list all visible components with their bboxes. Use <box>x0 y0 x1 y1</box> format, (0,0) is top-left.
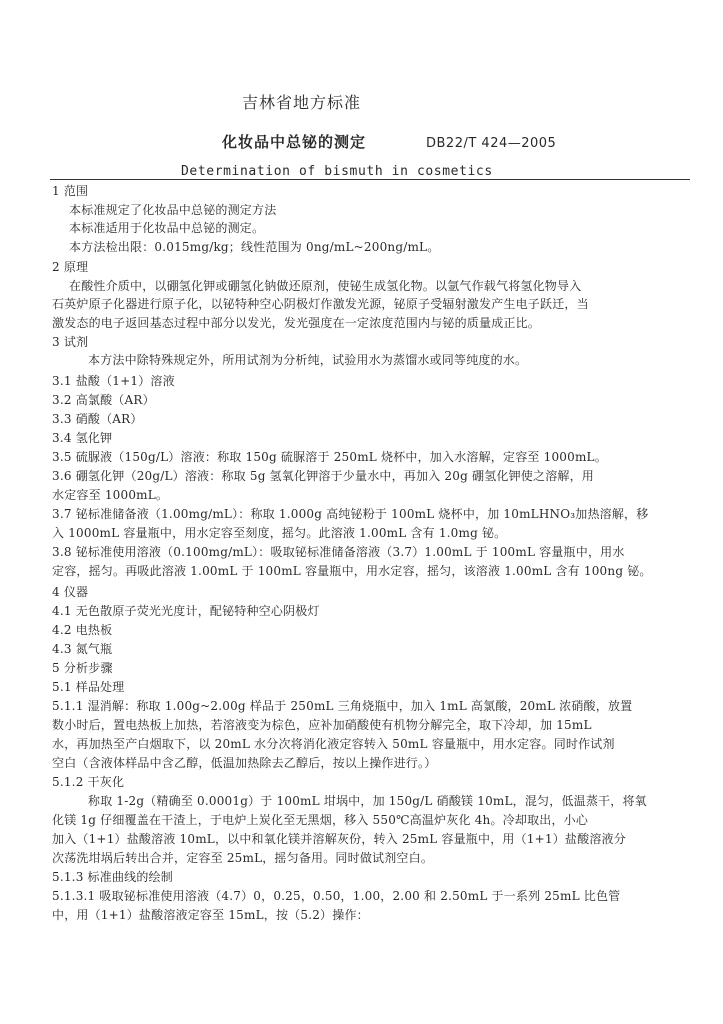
section-heading: 4 仪器 <box>52 585 89 599</box>
text-line: 称取 1-2g（精确至 0.0001g）于 100mL 坩埚中，加 150g/L 硝酸镁 10mL，混匀，低温蒸干，将氧 <box>88 794 647 808</box>
document-title: 化妆品中总铋的测定 <box>222 133 367 151</box>
text-line: 5.1.1 湿消解：称取 1.00g~2.00g 样品于 250mL 三角烧瓶中，加入 1mL 高氯酸，20mL 浓硝酸，放置 <box>52 699 633 713</box>
text-line: 化镁 1g 仔细覆盖在干渣上，于电炉上炭化至无黑烟，移入 550℃高温炉灰化 4h。冷却取出，小心 <box>52 813 589 827</box>
section-heading: 5 分析步骤 <box>52 661 113 675</box>
text-line: 5.1.2 干灰化 <box>52 775 125 789</box>
text-line: 水，再加热至产白烟取下，以 20mL 水分次将消化液定容转入 50mL 容量瓶中，用水定容。同时作试剂 <box>52 737 615 751</box>
text-line: 激发态的电子返回基态过程中部分以发光，发光强度在一定浓度范围内与铋的质量成正比。 <box>52 316 541 330</box>
english-title: Determination of bismuth in cosmetics <box>181 164 493 179</box>
text-line: 本方法检出限：0.015mg/kg；线性范围为 0ng/mL~200ng/mL。 <box>69 240 440 254</box>
text-line: 入 1000mL 容量瓶中，用水定容至刻度，摇匀。此溶液 1.00mL 含有 1.0mg 铋。 <box>52 526 507 540</box>
text-line: 3.3 硝酸（AR） <box>52 412 143 426</box>
section-heading: 2 原理 <box>52 260 89 274</box>
text-line: 4.1 无色散原子荧光光度计，配铋特种空心阴极灯 <box>52 604 320 618</box>
text-line: 石英炉原子化器进行原子化，以铋特种空心阴极灯作激发光源，铋原子受辐射激发产生电子跃迁，当 <box>52 297 589 311</box>
standard-code: DB22/T 424—2005 <box>426 136 557 151</box>
text-line: 中，用（1+1）盐酸溶液定容至 15mL，按（5.2）操作： <box>52 908 369 922</box>
text-line: 在酸性介质中，以硼氢化钾或硼氢化钠做还原剂，使铋生成氢化物。以氩气作载气将氢化物导入 <box>69 279 582 293</box>
text-line: 3.7 铋标准储备液（1.00mg/mL）：称取 1.000g 高纯铋粉于 100mL 烧杯中，加 10mLHNO₃加热溶解，移 <box>52 507 649 521</box>
text-line: 定容，摇匀。再吸此溶液 1.00mL 于 100mL 容量瓶中，用水定容，摇匀，该溶液 1.00mL 含有 100ng 铋。 <box>52 564 652 578</box>
text-line: 3.5 硫脲液（150g/L）溶液：称取 150g 硫脲溶于 250mL 烧杯中，加入水溶解，定容至 1000mL。 <box>52 450 607 464</box>
text-line: 水定容至 1000mL。 <box>52 488 169 502</box>
text-line: 3.8 铋标准使用溶液（0.100mg/mL）：吸取铋标准储备溶液（3.7）1.00mL 于 100mL 容量瓶中，用水 <box>52 545 625 559</box>
text-line: 4.3 氮气瓶 <box>52 642 113 656</box>
text-line: 5.1 样品处理 <box>52 680 125 694</box>
text-line: 本标准规定了化妆品中总铋的测定方法 <box>69 203 277 217</box>
text-line: 3.6 硼氢化钾（20g/L）溶液：称取 5g 氢氧化钾溶于少量水中，再加入 20g 硼氢化钾使之溶解，用 <box>52 469 594 483</box>
section-heading: 3 试剂 <box>52 335 89 349</box>
header-rule <box>50 179 690 180</box>
text-line: 数小时后，置电热板上加热，若溶液变为棕色，应补加硝酸使有机物分解完全，取下冷却，加 15mL <box>52 718 592 732</box>
text-line: 3.1 盐酸（1+1）溶液 <box>52 374 175 388</box>
text-line: 4.2 电热板 <box>52 623 113 637</box>
text-line: 加入（1+1）盐酸溶液 10mL，以中和氧化镁并溶解灰份，转入 25mL 容量瓶中，用（1+1）盐酸溶液分 <box>52 832 626 846</box>
text-line: 次荡洗坩埚后转出合并，定容至 25mL，摇匀备用。同时做试剂空白。 <box>52 851 434 865</box>
text-line: 本标准适用于化妆品中总铋的测定。 <box>69 221 265 235</box>
text-line: 本方法中除特殊规定外，所用试剂为分析纯，试验用水为蒸馏水或同等纯度的水。 <box>88 353 528 367</box>
text-line: 3.4 氢化钾 <box>52 431 113 445</box>
text-line: 空白（含液体样品中含乙醇，低温加热除去乙醇后，按以上操作进行。） <box>52 756 437 770</box>
text-line: 5.1.3.1 吸取铋标准使用溶液（4.7）0，0.25，0.50，1.00，2.00 和 2.50mL 于一系列 25mL 比色管 <box>52 889 621 903</box>
text-line: 5.1.3 标准曲线的绘制 <box>52 870 173 884</box>
section-heading: 1 范围 <box>52 184 89 198</box>
text-line: 3.2 高氯酸（AR） <box>52 393 155 407</box>
standard-type-heading: 吉林省地方标准 <box>242 93 362 112</box>
